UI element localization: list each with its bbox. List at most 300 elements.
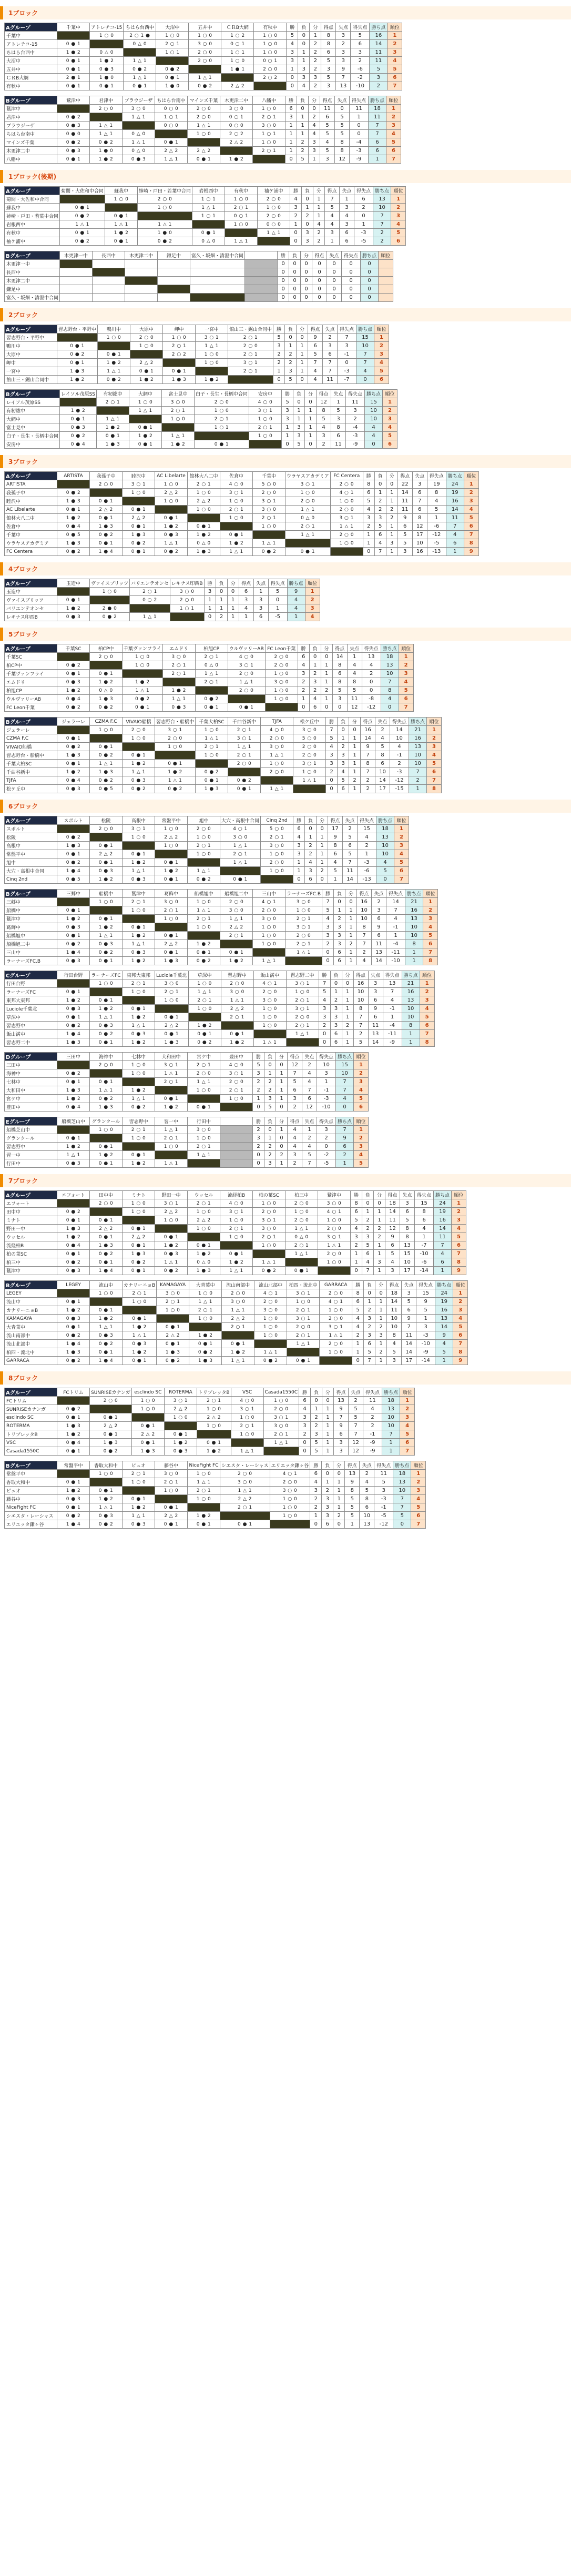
result-cell: 2 ○ 0 bbox=[286, 1013, 319, 1022]
stat-cell: 0 bbox=[312, 277, 327, 285]
stat-cell: 12 bbox=[317, 398, 331, 407]
team-name: 五井中 bbox=[5, 65, 57, 74]
stat-cell: 0 bbox=[326, 785, 338, 793]
result-cell: 0 ● 1 bbox=[123, 850, 155, 858]
rank-cell: 3 bbox=[411, 1487, 426, 1495]
stat-cell: 2 bbox=[264, 1143, 276, 1151]
stat-cell: 1 bbox=[322, 1439, 334, 1447]
points-cell: 16 bbox=[370, 32, 388, 40]
stat-cell: 10 bbox=[387, 1323, 402, 1331]
table-row bbox=[5, 613, 320, 621]
self-cell bbox=[188, 858, 220, 867]
stat-cell: 10 bbox=[360, 1512, 374, 1520]
table-row bbox=[5, 130, 401, 138]
stat-cell: 6 bbox=[328, 850, 343, 858]
result-cell: 0 △ 0 bbox=[123, 130, 155, 138]
result-cell: 1 ● 3 bbox=[90, 522, 123, 531]
points-cell: 4 bbox=[446, 531, 464, 539]
result-cell: 3 ○ 1 bbox=[155, 726, 196, 734]
opponent-header: 鷲津中 bbox=[123, 890, 155, 898]
points-cell: 19 bbox=[446, 489, 464, 497]
opponent-header: ちはら台西中 bbox=[124, 23, 156, 32]
result-cell: 0 ● 1 bbox=[155, 932, 188, 940]
stat-cell: 1 bbox=[293, 415, 305, 423]
stat-cell: 2 bbox=[317, 867, 328, 875]
table-row bbox=[5, 1315, 468, 1323]
team-name: 三郷中 bbox=[5, 898, 57, 906]
rank-cell: 8 bbox=[453, 1348, 468, 1357]
stat-cell: 4 bbox=[317, 423, 331, 432]
result-cell: 2 ○ 1 bbox=[157, 1298, 189, 1306]
result-cell: 0 ○ 0 bbox=[220, 122, 253, 130]
stat-cell: 3 bbox=[363, 514, 374, 522]
self-cell bbox=[228, 695, 265, 703]
stat-cell: 8 bbox=[317, 407, 331, 415]
group-label: Bグループ bbox=[5, 1461, 57, 1470]
stat-cell: 0 bbox=[342, 285, 361, 294]
result-cell: 1 △ 1 bbox=[261, 751, 293, 760]
team-name: 大青葉中 bbox=[5, 1323, 57, 1331]
block-title: 8ブロック bbox=[0, 1371, 571, 1385]
stat-cell: 7 bbox=[325, 195, 340, 204]
stat-cell: 4 bbox=[309, 695, 321, 703]
result-cell: 0 ● 1 bbox=[123, 548, 155, 556]
result-cell: 1 ○ 0 bbox=[265, 686, 298, 695]
result-cell: 0 ● 1 bbox=[57, 906, 90, 915]
result-cell: 1 ● 2 bbox=[188, 940, 220, 948]
opponent-header bbox=[245, 251, 278, 260]
result-cell: 3 ○ 0 bbox=[270, 1487, 310, 1495]
result-cell: 0 ● 1 bbox=[123, 751, 155, 760]
stat-cell: -2 bbox=[317, 1151, 336, 1159]
stat-cell: 4 bbox=[309, 130, 320, 138]
result-cell bbox=[125, 268, 158, 277]
team-name: 睦沢中 bbox=[5, 497, 57, 506]
stat-header: 負 bbox=[311, 1388, 322, 1397]
stat-header: 得点 bbox=[288, 1053, 302, 1061]
self-cell bbox=[155, 130, 188, 138]
result-cell: 1 ● 1 bbox=[221, 65, 254, 74]
stat-cell: 0 bbox=[352, 1357, 364, 1365]
result-cell: 2 ○ 0 bbox=[253, 906, 286, 915]
result-cell: 2 ○ 1 bbox=[228, 350, 273, 359]
result-cell: 1 ● 3 bbox=[189, 1357, 222, 1365]
result-cell: 0 ● 1 bbox=[129, 440, 162, 449]
opponent-header: 習志野中 bbox=[123, 1117, 155, 1126]
stat-cell: 1 bbox=[305, 423, 317, 432]
opponent-header: レキナス印西B bbox=[170, 579, 204, 588]
stat-cell: 17 bbox=[412, 531, 427, 539]
stat-cell: 3 bbox=[239, 596, 253, 604]
result-cell: 1 △ 1 bbox=[330, 522, 363, 531]
self-cell bbox=[196, 760, 228, 768]
stat-cell: 2 bbox=[309, 670, 321, 678]
result-cell: 1 ○ 0 bbox=[196, 359, 228, 367]
result-cell: 3 ○ 0 bbox=[155, 898, 188, 906]
self-cell bbox=[155, 923, 188, 932]
points-cell: 4 bbox=[336, 1095, 354, 1103]
stat-header: 順位 bbox=[391, 187, 406, 195]
result-cell: 0 ● 3 bbox=[164, 1447, 197, 1456]
table-row bbox=[5, 1306, 468, 1315]
stat-cell: 1 bbox=[227, 613, 239, 621]
team-name: 大沼中 bbox=[5, 57, 57, 65]
rank-cell: 3 bbox=[452, 1216, 466, 1225]
result-cell: 1 ● 2 bbox=[123, 1323, 157, 1331]
stat-header: 失点 bbox=[323, 325, 338, 334]
result-cell: 0 ● 2 bbox=[57, 1357, 90, 1365]
self-cell bbox=[155, 506, 188, 514]
stat-header: 得点 bbox=[325, 187, 340, 195]
stat-cell: 4 bbox=[290, 195, 302, 204]
opponent-header: 船橋旭中 bbox=[188, 890, 220, 898]
team-name: 行田中 bbox=[5, 1159, 57, 1168]
result-cell: 3 ○ 1 bbox=[220, 1069, 253, 1078]
stat-cell: 0 bbox=[350, 122, 369, 130]
result-cell: 1 ● 2 bbox=[90, 155, 123, 164]
points-cell: 4 bbox=[365, 423, 383, 432]
table-row bbox=[5, 1258, 466, 1267]
rank-cell: 1 bbox=[464, 480, 478, 489]
stat-cell: 5 bbox=[360, 1487, 374, 1495]
opponent-header: ミナト bbox=[123, 1191, 155, 1199]
rank-cell: 8 bbox=[420, 1038, 434, 1047]
table-row bbox=[5, 1159, 369, 1168]
stat-cell: 12 bbox=[302, 1103, 317, 1112]
opponent-header: esclindo SC bbox=[131, 1388, 164, 1397]
table-row bbox=[5, 229, 406, 237]
result-cell: 1 △ 1 bbox=[90, 1503, 123, 1512]
stat-cell: 8 bbox=[332, 678, 347, 686]
stat-cell: 14 bbox=[343, 875, 358, 884]
stat-cell: 1 bbox=[227, 604, 239, 613]
result-cell: 2 ○ 1 bbox=[123, 1289, 157, 1298]
stat-cell: 3 bbox=[299, 1413, 311, 1422]
stat-cell: 7 bbox=[362, 1267, 374, 1275]
result-cell: 3 ○ 1 bbox=[228, 359, 273, 367]
points-cell: 10 bbox=[382, 1413, 400, 1422]
stat-cell: -9 bbox=[363, 1439, 382, 1447]
stat-header: 負 bbox=[289, 251, 301, 260]
result-cell: 0 ● 1 bbox=[90, 743, 123, 751]
table-row bbox=[5, 661, 414, 670]
stat-cell: 1 bbox=[276, 1069, 288, 1078]
table-row bbox=[5, 65, 402, 74]
stat-header: 失点 bbox=[400, 1191, 415, 1199]
result-cell: 3 ○ 0 bbox=[253, 122, 286, 130]
stat-header: 得失点 bbox=[386, 890, 405, 898]
stat-cell: 1 bbox=[253, 1095, 264, 1103]
stat-cell: 0 bbox=[264, 1126, 276, 1134]
block-title: 4ブロック bbox=[0, 562, 571, 575]
result-cell: 0 ● 2 bbox=[90, 138, 123, 147]
stat-header: 失点 bbox=[368, 971, 383, 979]
result-cell: 0 ● 1 bbox=[90, 1258, 123, 1267]
result-cell: 0 ● 1 bbox=[123, 1495, 155, 1503]
rank-cell: 8 bbox=[452, 1258, 466, 1267]
block-title: 2ブロック bbox=[0, 308, 571, 321]
stat-cell: 10 bbox=[375, 768, 390, 776]
stat-cell: 11 bbox=[387, 1306, 402, 1315]
stat-cell: 1 bbox=[328, 875, 343, 884]
stat-cell: 4 bbox=[325, 220, 340, 229]
stat-cell: 3 bbox=[336, 48, 351, 57]
stat-header: 勝 bbox=[363, 472, 374, 480]
stat-cell: -6 bbox=[358, 867, 376, 875]
result-cell: 0 ● 1 bbox=[60, 229, 105, 237]
stat-cell: 0 bbox=[335, 105, 350, 113]
team-name: 習志野台・船橋中 bbox=[5, 751, 57, 760]
self-cell bbox=[155, 1005, 189, 1013]
points-cell: 1 bbox=[405, 957, 423, 965]
rank-cell: 4 bbox=[374, 359, 389, 367]
result-cell: 0 ● 1 bbox=[57, 1447, 90, 1456]
opponent-header: 大原中 bbox=[130, 325, 163, 334]
stat-cell: 2 bbox=[353, 1030, 368, 1038]
stat-header: 失点 bbox=[335, 96, 350, 105]
group-label: Aグループ bbox=[5, 472, 57, 480]
opponent-header: Casada1550C bbox=[263, 1388, 299, 1397]
stat-cell: 2 bbox=[361, 776, 375, 785]
stat-cell: 12 bbox=[347, 703, 362, 712]
opponent-header: 田中中 bbox=[90, 1191, 123, 1199]
stat-cell: 0 bbox=[319, 1038, 330, 1047]
stat-cell: 2 bbox=[302, 212, 313, 220]
table-row bbox=[5, 423, 397, 432]
stat-cell: -3 bbox=[338, 367, 356, 376]
table-row bbox=[5, 155, 401, 164]
stat-cell: 3 bbox=[309, 147, 320, 155]
result-cell: 2 ○ 0 bbox=[286, 497, 331, 506]
stat-cell: 6 bbox=[239, 588, 253, 596]
result-cell: 2 ○ 1 bbox=[123, 898, 155, 906]
points-cell: 10 bbox=[393, 1487, 411, 1495]
result-cell bbox=[125, 260, 158, 268]
stat-cell: 1 bbox=[322, 1430, 334, 1439]
group-table bbox=[4, 644, 414, 712]
table-row bbox=[5, 940, 438, 948]
stat-cell: 1 bbox=[264, 1134, 276, 1143]
stat-header: 得点 bbox=[312, 251, 327, 260]
result-cell: 3 ○ 0 bbox=[293, 726, 326, 734]
result-cell: 1 ● 3 bbox=[57, 751, 90, 760]
rank-cell: 8 bbox=[427, 785, 442, 793]
points-cell: 7 bbox=[382, 1430, 400, 1439]
stat-cell: 5 bbox=[311, 1447, 322, 1456]
result-cell: 1 ○ 0 bbox=[249, 432, 282, 440]
stat-header: 得失点 bbox=[374, 1461, 393, 1470]
stat-cell: 7 bbox=[322, 898, 334, 906]
result-cell: 1 ○ 1 bbox=[221, 48, 254, 57]
opponent-header: 睦沢中 bbox=[123, 472, 155, 480]
stat-cell: -8 bbox=[362, 695, 381, 703]
opponent-header: CZMA F.C bbox=[90, 718, 123, 726]
rank-cell: 5 bbox=[453, 1323, 468, 1331]
points-cell: 6 bbox=[336, 1143, 354, 1151]
result-cell: 2 ○ 0 bbox=[170, 596, 204, 604]
points-cell: 6 bbox=[369, 138, 386, 147]
stat-cell: 1 bbox=[350, 113, 369, 122]
result-cell: 0 ● 2 bbox=[189, 1348, 222, 1357]
group-label: Aグループ bbox=[5, 1388, 57, 1397]
stat-cell: -5 bbox=[374, 1512, 393, 1520]
result-cell: 0 ● 3 bbox=[90, 65, 124, 74]
stat-header: 勝ち点 bbox=[381, 644, 399, 653]
stat-cell: 1 bbox=[374, 1250, 385, 1258]
result-cell: 0 ● 3 bbox=[90, 1512, 123, 1520]
result-cell: 1 ○ 0 bbox=[196, 751, 228, 760]
stat-cell: 2 bbox=[253, 1078, 264, 1086]
result-cell: 4 ○ 1 bbox=[220, 825, 261, 833]
stat-header: 負 bbox=[293, 390, 305, 398]
stat-cell: 5 bbox=[387, 1348, 402, 1357]
self-cell bbox=[57, 1289, 90, 1298]
result-cell: 0 ● 1 bbox=[188, 155, 220, 164]
stat-cell: 6 bbox=[362, 1250, 374, 1258]
result-cell: 1 ● 2 bbox=[155, 768, 196, 776]
stat-cell: 9 bbox=[328, 833, 343, 842]
stat-cell: 8 bbox=[335, 147, 350, 155]
result-cell: 0 ● 2 bbox=[90, 1095, 123, 1103]
stat-cell: 1 bbox=[416, 1315, 435, 1323]
opponent-header: 飯山満中 bbox=[253, 971, 286, 979]
result-cell: 4 ○ 0 bbox=[220, 1061, 253, 1069]
result-cell: 2 △ 2 bbox=[90, 506, 123, 514]
table-row bbox=[5, 588, 320, 596]
team-name: FCトリム bbox=[5, 1397, 57, 1405]
result-cell: 1 ● 0 bbox=[90, 74, 124, 82]
self-cell bbox=[57, 32, 90, 40]
stat-cell: 3 bbox=[368, 988, 383, 996]
stat-cell: 1 bbox=[282, 432, 293, 440]
result-cell: 3 ○ 0 bbox=[220, 833, 261, 842]
stat-cell: 1 bbox=[285, 342, 297, 350]
table-row bbox=[5, 1208, 466, 1216]
stat-cell: 4 bbox=[298, 661, 309, 670]
stat-cell: 1 bbox=[354, 220, 373, 229]
result-cell: 2 ○ 1 bbox=[286, 996, 319, 1005]
result-cell: 1 ○ 0 bbox=[286, 988, 319, 996]
result-cell bbox=[220, 1151, 253, 1159]
table-row bbox=[5, 760, 442, 768]
stat-cell: 1 bbox=[322, 1413, 334, 1422]
result-cell: 0 ● 1 bbox=[188, 522, 220, 531]
result-cell: 0 ● 1 bbox=[105, 237, 138, 246]
result-cell: 1 ● 3 bbox=[90, 1103, 123, 1112]
table-row bbox=[5, 751, 442, 760]
team-name: NiceFight FC bbox=[5, 1503, 57, 1512]
result-cell: 1 ● 2 bbox=[90, 1315, 123, 1323]
result-cell: 2 △ 2 bbox=[155, 1512, 188, 1520]
stat-cell: 5 bbox=[385, 1250, 400, 1258]
stat-header: 失点 bbox=[402, 1281, 416, 1289]
points-cell: 2 bbox=[373, 237, 391, 246]
result-cell: 3 ○ 0 bbox=[221, 988, 253, 996]
result-cell: 2 ○ 0 bbox=[270, 1478, 310, 1487]
self-cell bbox=[57, 825, 90, 833]
points-cell: 1 bbox=[369, 155, 386, 164]
stat-cell: 5 bbox=[332, 686, 347, 695]
stat-cell: 4 bbox=[298, 82, 310, 90]
stat-cell: 2 bbox=[346, 415, 365, 423]
result-cell: 0 ○ 0 bbox=[155, 122, 188, 130]
result-cell: 0 ● 1 bbox=[57, 342, 98, 350]
stat-header: 勝ち点 bbox=[409, 718, 427, 726]
stat-cell: 3 bbox=[374, 1487, 393, 1495]
stat-header: 勝 bbox=[322, 890, 334, 898]
stat-cell: 6 bbox=[334, 957, 345, 965]
self-cell bbox=[57, 979, 90, 988]
result-cell: 0 ● 3 bbox=[57, 785, 90, 793]
result-cell: 0 △ 0 bbox=[90, 48, 124, 57]
result-cell bbox=[190, 260, 245, 268]
rank-cell: 5 bbox=[374, 367, 389, 376]
result-cell: 0 ● 4 bbox=[57, 776, 90, 785]
stat-cell: 7 bbox=[302, 1086, 317, 1095]
stat-cell: 6 bbox=[330, 1030, 342, 1038]
stat-cell: 1 bbox=[287, 65, 298, 74]
stat-header: 失点 bbox=[302, 1117, 317, 1126]
result-cell: 3 ○ 1 bbox=[228, 661, 265, 670]
stat-cell: 1 bbox=[276, 1095, 288, 1103]
stat-cell: 6 bbox=[400, 1208, 415, 1216]
result-cell: 3 ○ 1 bbox=[231, 1405, 263, 1413]
self-cell bbox=[138, 212, 192, 220]
stat-cell: 1 bbox=[204, 604, 216, 613]
stat-cell: 3 bbox=[287, 57, 298, 65]
stat-cell: 8 bbox=[412, 514, 427, 522]
opponent-header: 流山南部中 bbox=[222, 1281, 254, 1289]
result-cell: 1 △ 1 bbox=[123, 113, 155, 122]
stat-cell: 0 bbox=[298, 32, 310, 40]
result-cell: 1 ○ 0 bbox=[330, 539, 363, 548]
rank-cell: 1 bbox=[354, 1061, 369, 1069]
opponent-header: 草深中 bbox=[188, 971, 221, 979]
result-cell: 2 ○ 1 bbox=[253, 113, 286, 122]
result-cell: 1 ○ 0 bbox=[189, 32, 221, 40]
stat-header: 負 bbox=[216, 579, 227, 588]
self-cell bbox=[192, 220, 225, 229]
opponent-header: 安房中 bbox=[249, 390, 282, 398]
stat-cell: 1 bbox=[264, 1069, 276, 1078]
result-cell: 1 △ 1 bbox=[123, 1022, 155, 1030]
stat-cell: 0 bbox=[276, 1134, 288, 1143]
stat-header: 順位 bbox=[427, 718, 442, 726]
stat-cell: 12 bbox=[288, 1061, 302, 1069]
result-cell: 0 ● 1 bbox=[220, 875, 261, 884]
result-cell: 1 △ 1 bbox=[286, 506, 331, 514]
result-cell: 0 ● 1 bbox=[155, 1095, 188, 1103]
result-cell: 1 ○ 0 bbox=[188, 489, 220, 497]
stat-cell: 9 bbox=[308, 334, 323, 342]
points-cell: 7 bbox=[336, 1078, 354, 1086]
rank-cell: 1 bbox=[354, 1126, 369, 1134]
table-row bbox=[5, 489, 479, 497]
table-row bbox=[5, 1095, 369, 1103]
stat-cell: -9 bbox=[350, 155, 369, 164]
rank-cell: 2 bbox=[374, 342, 389, 350]
result-cell: 0 ● 1 bbox=[188, 948, 220, 957]
stat-cell: 6 bbox=[332, 670, 347, 678]
result-cell: 1 △ 1 bbox=[225, 237, 258, 246]
rank-cell: 1 bbox=[394, 825, 409, 833]
self-cell bbox=[286, 957, 322, 965]
opponent-header: バリエンテオンセ bbox=[130, 579, 170, 588]
stat-cell: 6 bbox=[372, 915, 386, 923]
result-cell: 1 △ 1 bbox=[253, 957, 286, 965]
stat-cell: 0 bbox=[301, 285, 312, 294]
result-cell: 1 △ 1 bbox=[188, 122, 220, 130]
